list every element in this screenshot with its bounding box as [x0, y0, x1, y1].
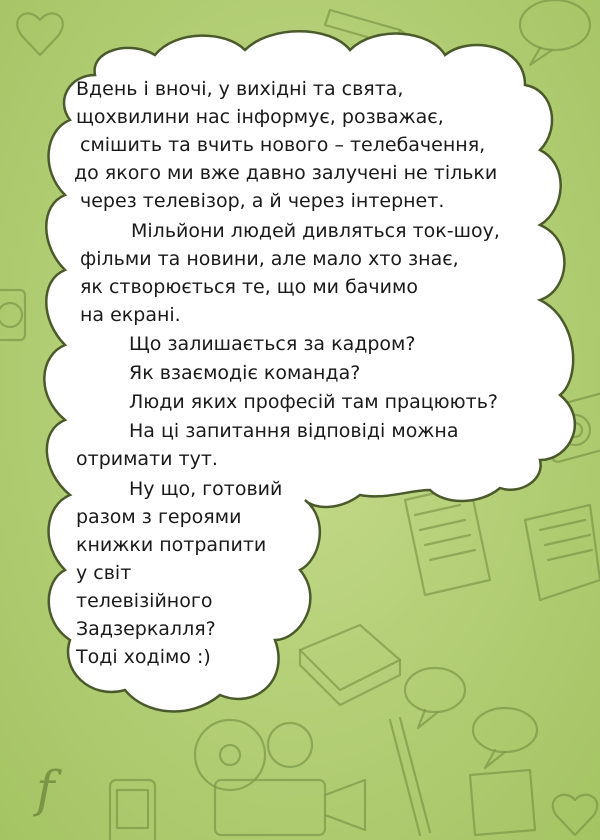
- question-line: Що залишається за кадром?: [129, 333, 416, 355]
- text-line: смішить та вчить нового – телебачення,: [80, 134, 486, 156]
- text-line: Вдень і вночі, у вихідні та свята,: [76, 78, 404, 100]
- text-line: через телевізор, а й через інтернет.: [80, 190, 445, 212]
- text-line: На ці запитання відповіді можна: [129, 420, 459, 442]
- question-line: Люди яких професій там працюють?: [129, 391, 498, 413]
- facebook-icon: f: [36, 760, 55, 818]
- text-line: щохвилини нас інформує, розважає,: [76, 106, 444, 128]
- invitation-line: телевізійного: [76, 590, 213, 612]
- question-line: Як взаємодіє команда?: [129, 362, 361, 384]
- invitation-line: Ну що, готовий: [129, 478, 283, 500]
- invitation-line: Тоді ходімо :): [76, 646, 211, 668]
- invitation-line: у світ: [76, 562, 132, 584]
- text-line: отримати тут.: [76, 448, 218, 470]
- text-line: до якого ми вже давно залучені не тільки: [74, 162, 498, 184]
- invitation-line: книжки потрапити: [76, 534, 267, 556]
- text-line: Мільйони людей дивляться ток-шоу,: [131, 220, 500, 242]
- text-line: як створюється те, що ми бачимо: [80, 276, 418, 298]
- text-line: на екрані.: [80, 304, 181, 326]
- text-line: фільми та новини, але мало хто знає,: [80, 248, 459, 270]
- invitation-line: Задзеркалля?: [76, 618, 216, 640]
- invitation-line: разом з героями: [76, 506, 242, 528]
